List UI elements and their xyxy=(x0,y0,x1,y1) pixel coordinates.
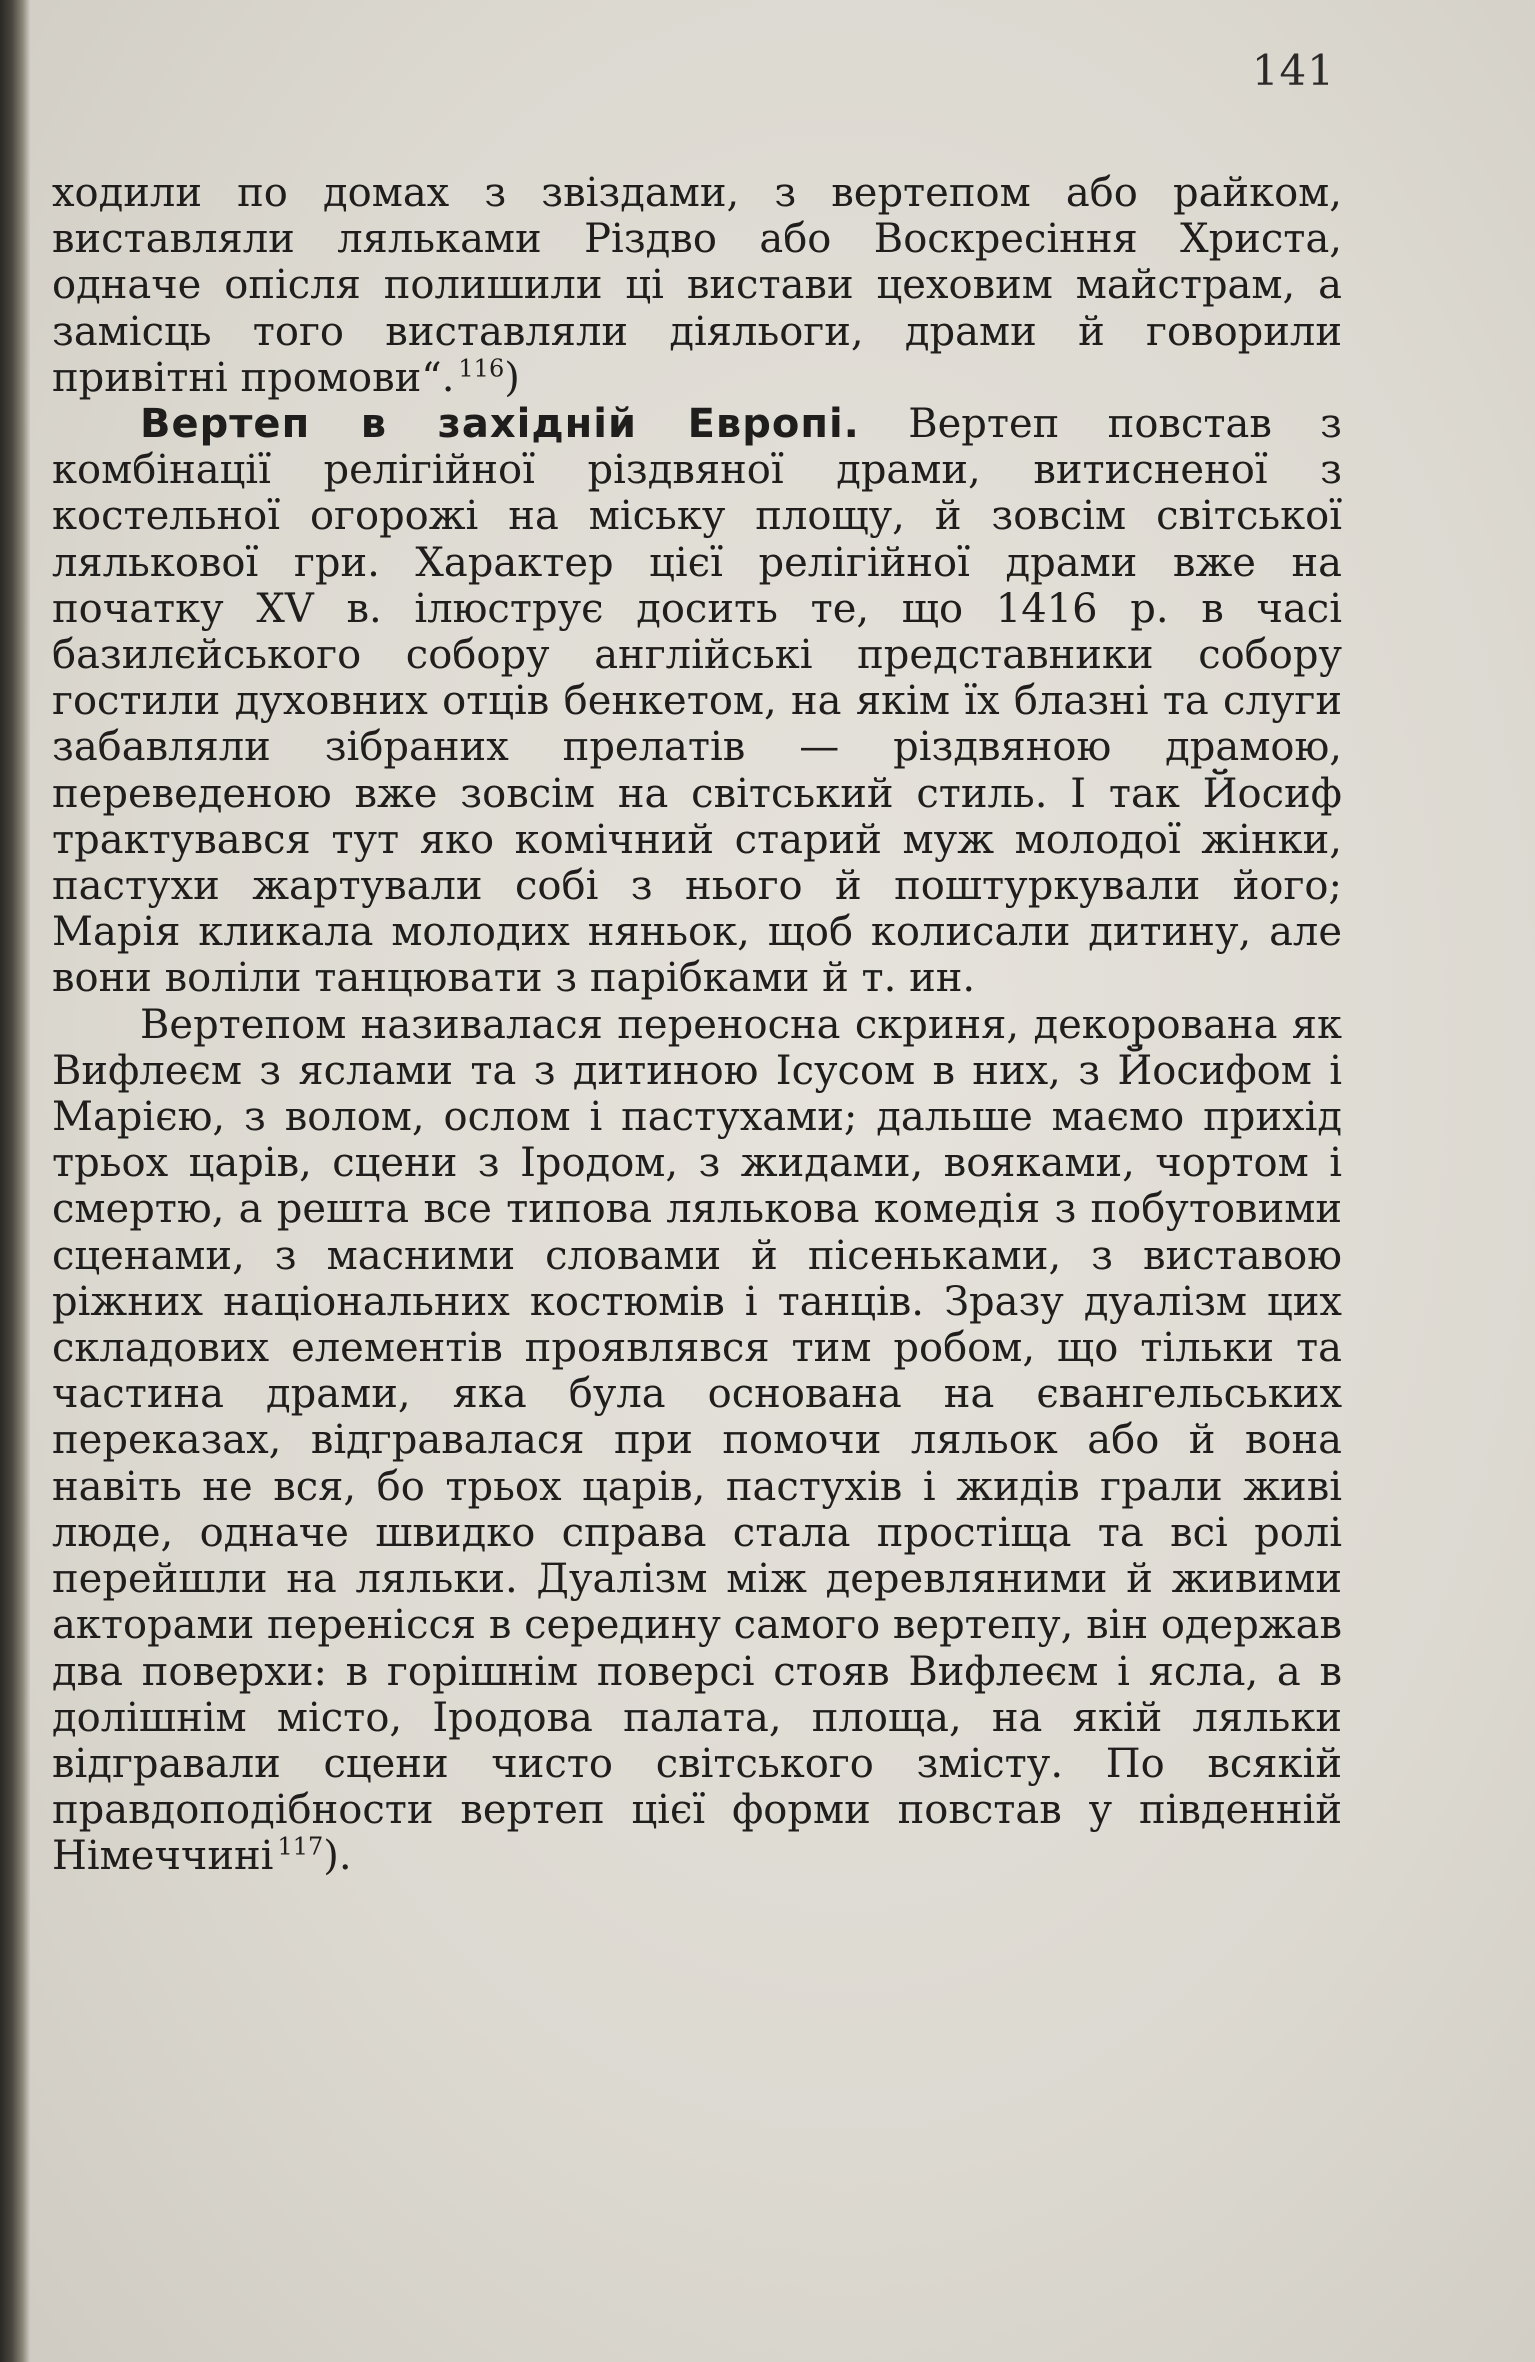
paragraph-1-tail: ) xyxy=(504,354,520,401)
paragraph-3-text: Вертепом називалася переносна скриня, декорована як Вифлеєм з яслами та з дитиною Ісусом в них, з Йосифом і Марією, з волом, ослом і пастухами; дальше маємо прихід трьох царів, сцени з Іродом, з жидами, вояками, чортом і смертю, а решта все типова лялькова комедія з побутовими сценами, з масними словами й пісеньками, з виставою ріжних національних костюмів і танців. Зразу дуалізм цих складових елементів проявлявся тим робом, що тільки та частина драми, яка була основана на євангельських переказах, відгравалася при помочи ляльок або й вона навіть не вся, бо трьох царів, пастухів і жидів грали живі люде, одначе швидко справа стала простіща та всі ролі перейшли на ляльки. Дуалізм між деревляними й живими акторами перенісся в середину самого вертепу, він одержав два поверхи: в горішнім поверсі стояв Вифлеєм і ясла, а в долішнім місто, Іродова палата, площа, на якій ляльки відгравали сцени чисто світського змісту. По всякій правдоподібности вертеп цієї форми повстав у південній Німеччині xyxy=(52,1001,1342,1880)
book-spine-shadow xyxy=(0,0,30,2362)
paragraph-1 xyxy=(52,170,1342,401)
paragraph-2-text: Вертеп повстав з комбінації релігійної різдвяної драми, витисненої з костельної огорожі на міську площу, й зовсім світської лялькової гри. Характер цієї релігійної драми вже на початку XV в. ілюструє досить те, що 1416 р. в часі базилєйського собору англійські представники собору гостили духовних отців бенкетом, на якім їх блазні та слуги забавляли зібраних прелатів — різдвяною драмою, переведеною вже зовсім на світський стиль. І так Йосиф трактувався тут яко комічний старий муж молодої жінки, пастухи жартували собі з нього й поштуркували його; Марія кликала молодих няньок, щоб колисали дитину, але вони воліли танцювати з парібками й т. ин. xyxy=(52,401,1342,1002)
paragraph-2 xyxy=(52,401,1342,1002)
paragraph-3-tail: ). xyxy=(323,1833,352,1880)
footnote-ref-116: 116 xyxy=(458,354,505,383)
section-heading: Вертеп в західній Европі. xyxy=(140,401,860,448)
paragraph-3 xyxy=(52,1002,1342,1880)
paragraph-1-text: ходили по домах з звіздами, з вертепом або райком, виставляли ляльками Різдво або Воскресіння Христа, одначе опісля полишили ці вистави цеховим майстрам, а замісць того виставляли діяльоги, драми й говорили привітні промови“. xyxy=(52,170,1342,401)
body-text xyxy=(52,170,1342,1880)
footnote-ref-117: 117 xyxy=(277,1832,324,1861)
page-number: 141 xyxy=(1251,46,1335,95)
